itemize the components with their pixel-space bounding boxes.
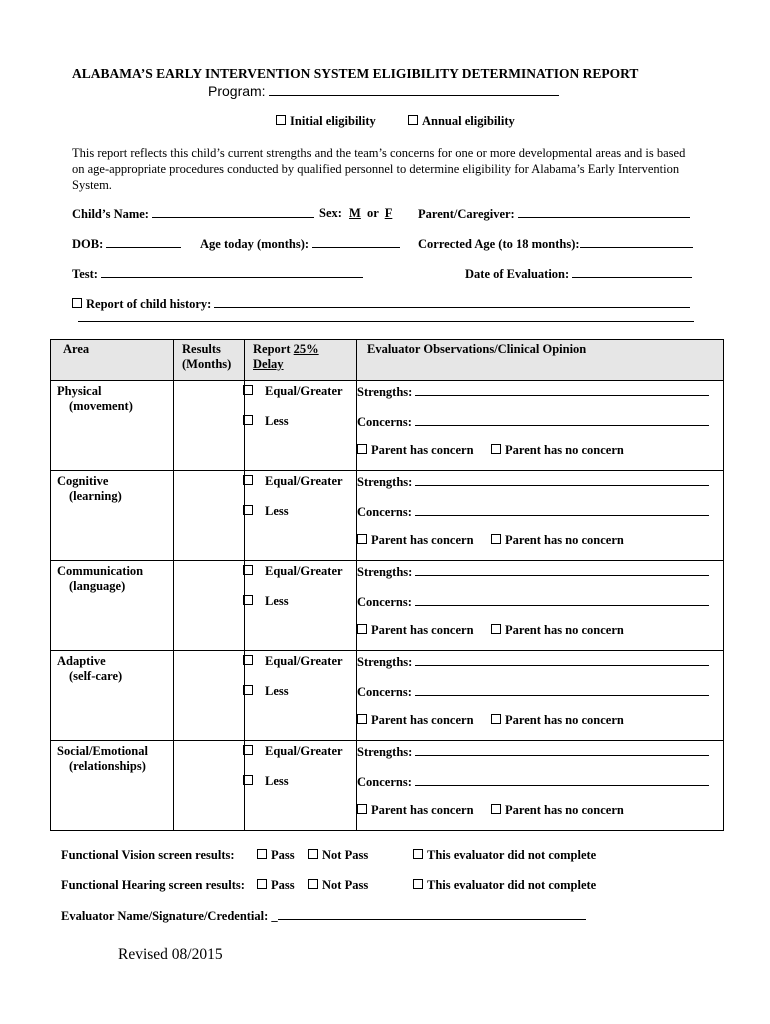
age-today-field bbox=[200, 236, 400, 252]
date-evaluation-label: Date of Evaluation: bbox=[465, 267, 570, 281]
checkbox-icon[interactable] bbox=[357, 714, 367, 724]
intro-line-1: This report reflects this child’s current strengths and the team’s concerns for one or more developmental areas and is based bbox=[72, 146, 686, 160]
strengths-label: Strengths: bbox=[357, 655, 413, 669]
annual-eligibility-option[interactable] bbox=[408, 114, 515, 129]
childs-name-field bbox=[72, 206, 314, 222]
initial-eligibility-label: Initial eligibility bbox=[290, 114, 376, 128]
checkbox-icon[interactable] bbox=[413, 849, 423, 859]
strengths-input[interactable] bbox=[415, 474, 709, 486]
sex-m-option[interactable]: M bbox=[349, 206, 361, 220]
dob-field bbox=[72, 236, 181, 252]
checkbox-icon[interactable] bbox=[413, 879, 423, 889]
area-name: Communication bbox=[57, 564, 144, 578]
header-observations bbox=[357, 340, 724, 381]
parent-no-concern-label: Parent has no concern bbox=[505, 713, 624, 727]
vision-not-complete-option[interactable] bbox=[413, 848, 596, 863]
less-label: Less bbox=[265, 684, 289, 698]
test-field bbox=[72, 266, 363, 282]
strengths-input[interactable] bbox=[415, 744, 709, 756]
observations-cell bbox=[357, 741, 724, 831]
checkbox-icon[interactable] bbox=[243, 595, 253, 605]
less-label: Less bbox=[265, 594, 289, 608]
sex-field bbox=[319, 206, 392, 221]
less-option[interactable] bbox=[243, 594, 289, 609]
checkbox-icon[interactable] bbox=[243, 685, 253, 695]
age-today-input[interactable] bbox=[312, 236, 400, 248]
date-evaluation-field bbox=[465, 266, 692, 282]
eligibility-table bbox=[50, 339, 724, 831]
dob-label: DOB: bbox=[72, 237, 104, 251]
hearing-not-complete-option[interactable] bbox=[413, 878, 596, 893]
sex-f-option[interactable]: F bbox=[384, 206, 393, 220]
program-input[interactable] bbox=[269, 84, 559, 96]
hearing-not-complete-label: This evaluator did not complete bbox=[427, 878, 597, 892]
corrected-age-label: Corrected Age (to 18 months): bbox=[418, 237, 580, 251]
checkbox-icon[interactable] bbox=[257, 849, 267, 859]
corrected-age-input[interactable] bbox=[580, 236, 693, 248]
checkbox-icon[interactable] bbox=[257, 879, 267, 889]
sex-label: Sex: bbox=[319, 206, 342, 220]
age-today-label: Age today (months): bbox=[200, 237, 310, 251]
report-cell bbox=[245, 381, 357, 471]
area-cell bbox=[51, 741, 174, 831]
child-history-input[interactable] bbox=[214, 296, 690, 308]
observations-cell bbox=[357, 561, 724, 651]
results-cell[interactable] bbox=[174, 561, 245, 651]
table-header-row bbox=[51, 340, 724, 381]
concerns-field bbox=[357, 774, 709, 790]
corrected-age-field bbox=[418, 236, 693, 252]
page-title: ALABAMA’S EARLY INTERVENTION SYSTEM ELIGIBILITY DETERMINATION REPORT bbox=[72, 66, 639, 81]
vision-screen-label: Functional Vision screen results: bbox=[61, 848, 235, 862]
dob-input[interactable] bbox=[106, 236, 181, 248]
parent-no-concern-option[interactable] bbox=[491, 443, 624, 458]
concerns-input[interactable] bbox=[415, 594, 709, 606]
parent-caregiver-input[interactable] bbox=[518, 206, 690, 218]
equal-greater-option[interactable] bbox=[243, 654, 343, 669]
header-area-label: Area bbox=[63, 342, 90, 356]
report-cell bbox=[245, 561, 357, 651]
concerns-label: Concerns: bbox=[357, 595, 412, 609]
concerns-label: Concerns: bbox=[357, 775, 412, 789]
parent-concern-label: Parent has concern bbox=[371, 623, 474, 637]
table-row bbox=[51, 561, 724, 651]
header-area bbox=[51, 340, 174, 381]
hearing-pass-label: Pass bbox=[271, 878, 295, 892]
checkbox-icon[interactable] bbox=[357, 624, 367, 634]
strengths-label: Strengths: bbox=[357, 745, 413, 759]
child-history-line-2[interactable] bbox=[78, 310, 694, 322]
area-name: Cognitive bbox=[57, 474, 109, 488]
checkbox-icon[interactable] bbox=[243, 385, 253, 395]
table-row bbox=[51, 741, 724, 831]
header-results-months: (Months) bbox=[182, 357, 232, 371]
equal-greater-label: Equal/Greater bbox=[265, 744, 343, 758]
evaluator-label: Evaluator Name/Signature/Credential: _ bbox=[61, 909, 278, 923]
parent-concern-label: Parent has concern bbox=[371, 443, 474, 457]
area-cell bbox=[51, 651, 174, 741]
test-label: Test: bbox=[72, 267, 98, 281]
concerns-label: Concerns: bbox=[357, 505, 412, 519]
childs-name-input[interactable] bbox=[152, 206, 314, 218]
area-name: Physical bbox=[57, 384, 102, 398]
strengths-label: Strengths: bbox=[357, 385, 413, 399]
area-subtitle: (language) bbox=[69, 579, 126, 593]
area-subtitle: (learning) bbox=[69, 489, 122, 503]
header-report-percent: 25% bbox=[293, 342, 319, 356]
parent-concern-option[interactable] bbox=[357, 533, 474, 548]
checkbox-icon[interactable] bbox=[491, 804, 501, 814]
checkbox-icon[interactable] bbox=[276, 115, 286, 125]
table-row bbox=[51, 471, 724, 561]
concerns-input[interactable] bbox=[415, 774, 709, 786]
concerns-input[interactable] bbox=[415, 504, 709, 516]
checkbox-icon[interactable] bbox=[243, 565, 253, 575]
parent-no-concern-label: Parent has no concern bbox=[505, 623, 624, 637]
area-cell bbox=[51, 381, 174, 471]
strengths-label: Strengths: bbox=[357, 475, 413, 489]
parent-concern-option[interactable] bbox=[357, 623, 474, 638]
equal-greater-label: Equal/Greater bbox=[265, 564, 343, 578]
area-cell bbox=[51, 471, 174, 561]
strengths-input[interactable] bbox=[415, 654, 709, 666]
area-name: Social/Emotional bbox=[57, 744, 148, 758]
checkbox-icon[interactable] bbox=[357, 804, 367, 814]
header-report bbox=[245, 340, 357, 381]
program-field bbox=[208, 83, 559, 99]
strengths-field bbox=[357, 384, 709, 400]
header-report-delay: Delay bbox=[253, 357, 284, 371]
checkbox-icon[interactable] bbox=[243, 475, 253, 485]
checkbox-icon[interactable] bbox=[308, 879, 318, 889]
table-row bbox=[51, 381, 724, 471]
equal-greater-option[interactable] bbox=[243, 564, 343, 579]
evaluator-field bbox=[61, 908, 586, 924]
hearing-pass-option[interactable] bbox=[257, 878, 295, 893]
less-label: Less bbox=[265, 504, 289, 518]
strengths-field bbox=[357, 744, 709, 760]
checkbox-icon[interactable] bbox=[491, 624, 501, 634]
checkbox-icon[interactable] bbox=[243, 505, 253, 515]
parent-no-concern-label: Parent has no concern bbox=[505, 443, 624, 457]
concerns-field bbox=[357, 684, 709, 700]
evaluator-input[interactable] bbox=[278, 908, 586, 920]
strengths-field bbox=[357, 654, 709, 670]
strengths-field bbox=[357, 564, 709, 580]
concerns-field bbox=[357, 504, 709, 520]
concerns-input[interactable] bbox=[415, 684, 709, 696]
vision-not-pass-option[interactable] bbox=[308, 848, 368, 863]
parent-concern-option[interactable] bbox=[357, 443, 474, 458]
parent-concern-option[interactable] bbox=[357, 713, 474, 728]
vision-pass-label: Pass bbox=[271, 848, 295, 862]
less-option[interactable] bbox=[243, 684, 289, 699]
equal-greater-label: Equal/Greater bbox=[265, 474, 343, 488]
strengths-label: Strengths: bbox=[357, 565, 413, 579]
parent-no-concern-option[interactable] bbox=[491, 533, 624, 548]
area-subtitle: (self-care) bbox=[69, 669, 123, 683]
parent-concern-label: Parent has concern bbox=[371, 533, 474, 547]
parent-no-concern-label: Parent has no concern bbox=[505, 803, 624, 817]
parent-no-concern-option[interactable] bbox=[491, 713, 624, 728]
parent-concern-label: Parent has concern bbox=[371, 803, 474, 817]
checkbox-icon[interactable] bbox=[357, 534, 367, 544]
header-observations-label: Evaluator Observations/Clinical Opinion bbox=[367, 342, 587, 356]
parent-no-concern-option[interactable] bbox=[491, 623, 624, 638]
less-option[interactable] bbox=[243, 774, 289, 789]
concerns-field bbox=[357, 594, 709, 610]
vision-pass-option[interactable] bbox=[257, 848, 295, 863]
area-cell bbox=[51, 561, 174, 651]
concerns-label: Concerns: bbox=[357, 415, 412, 429]
checkbox-icon[interactable] bbox=[243, 655, 253, 665]
less-label: Less bbox=[265, 774, 289, 788]
vision-not-complete-label: This evaluator did not complete bbox=[427, 848, 597, 862]
program-label: Program: bbox=[208, 83, 266, 99]
header-results bbox=[174, 340, 245, 381]
initial-eligibility-option[interactable] bbox=[276, 114, 376, 129]
strengths-field bbox=[357, 474, 709, 490]
results-cell[interactable] bbox=[174, 381, 245, 471]
report-cell bbox=[245, 741, 357, 831]
less-label: Less bbox=[265, 414, 289, 428]
results-cell[interactable] bbox=[174, 651, 245, 741]
observations-cell bbox=[357, 381, 724, 471]
checkbox-icon[interactable] bbox=[491, 714, 501, 724]
hearing-screen-label: Functional Hearing screen results: bbox=[61, 878, 245, 892]
results-cell[interactable] bbox=[174, 741, 245, 831]
concerns-label: Concerns: bbox=[357, 685, 412, 699]
date-evaluation-input[interactable] bbox=[572, 266, 692, 278]
header-results-label: Results bbox=[182, 342, 221, 356]
checkbox-icon[interactable] bbox=[243, 415, 253, 425]
annual-eligibility-label: Annual eligibility bbox=[422, 114, 515, 128]
checkbox-icon[interactable] bbox=[357, 444, 367, 454]
observations-cell bbox=[357, 651, 724, 741]
equal-greater-label: Equal/Greater bbox=[265, 384, 343, 398]
parent-no-concern-option[interactable] bbox=[491, 803, 624, 818]
equal-greater-option[interactable] bbox=[243, 744, 343, 759]
report-cell bbox=[245, 651, 357, 741]
results-cell[interactable] bbox=[174, 471, 245, 561]
concerns-field bbox=[357, 414, 709, 430]
vision-not-pass-label: Not Pass bbox=[322, 848, 369, 862]
strengths-input[interactable] bbox=[415, 564, 709, 576]
checkbox-icon[interactable] bbox=[308, 849, 318, 859]
less-option[interactable] bbox=[243, 504, 289, 519]
table-row bbox=[51, 651, 724, 741]
header-report-label: Report bbox=[253, 342, 294, 356]
hearing-not-pass-option[interactable] bbox=[308, 878, 368, 893]
intro-line-2: on age-appropriate procedures conducted by qualified personnel to determine eligibility for Alabama’s Early Intervention bbox=[72, 162, 680, 176]
checkbox-icon[interactable] bbox=[243, 745, 253, 755]
parent-no-concern-label: Parent has no concern bbox=[505, 533, 624, 547]
strengths-input[interactable] bbox=[415, 384, 709, 396]
childs-name-label: Child’s Name: bbox=[72, 207, 149, 221]
checkbox-icon[interactable] bbox=[491, 444, 501, 454]
hearing-not-pass-label: Not Pass bbox=[322, 878, 369, 892]
checkbox-icon[interactable] bbox=[408, 115, 418, 125]
revised-date: Revised 08/2015 bbox=[118, 946, 223, 963]
area-subtitle: (relationships) bbox=[69, 759, 146, 773]
equal-greater-label: Equal/Greater bbox=[265, 654, 343, 668]
parent-concern-option[interactable] bbox=[357, 803, 474, 818]
report-cell bbox=[245, 471, 357, 561]
checkbox-icon[interactable] bbox=[491, 534, 501, 544]
area-subtitle: (movement) bbox=[69, 399, 133, 413]
parent-caregiver-field bbox=[418, 206, 690, 222]
checkbox-icon[interactable] bbox=[72, 298, 82, 308]
test-input[interactable] bbox=[101, 266, 363, 278]
concerns-input[interactable] bbox=[415, 414, 709, 426]
equal-greater-option[interactable] bbox=[243, 384, 343, 399]
sex-or: or bbox=[366, 206, 379, 220]
parent-concern-label: Parent has concern bbox=[371, 713, 474, 727]
checkbox-icon[interactable] bbox=[243, 775, 253, 785]
parent-caregiver-label: Parent/Caregiver: bbox=[418, 207, 515, 221]
observations-cell bbox=[357, 471, 724, 561]
intro-line-3: System. bbox=[72, 178, 112, 192]
equal-greater-option[interactable] bbox=[243, 474, 343, 489]
child-history-label: Report of child history: bbox=[86, 297, 212, 311]
area-name: Adaptive bbox=[57, 654, 106, 668]
less-option[interactable] bbox=[243, 414, 289, 429]
